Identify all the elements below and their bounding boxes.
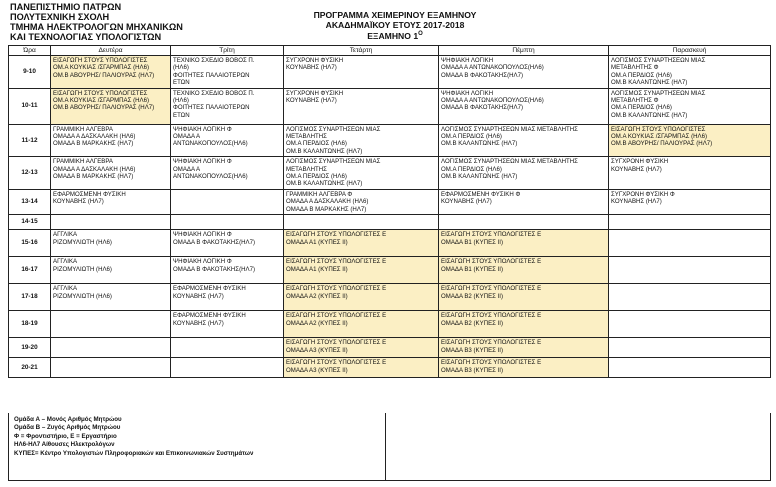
schedule-cell-thursday <box>439 56 609 89</box>
course-line: ΛΟΓΙΣΜΟΣ ΣΥΝΑΡΤΗΣΕΩΝ ΜΙΑΣ <box>611 57 706 64</box>
schedule-cell-friday <box>609 311 771 338</box>
schedule-cell-wednesday <box>284 230 439 257</box>
course-line: ΚΟΥΝΑΒΗΣ (ΗΛ7) <box>611 198 662 206</box>
table-row <box>9 284 771 311</box>
time-slot: 17-18 <box>9 284 51 311</box>
course-line: ΟΜΑΔΑ Β1 (ΚΥΠΕΣ ΙΙ) <box>441 238 504 246</box>
course-line: ΕΙΣΑΓΩΓΗ ΣΤΟΥΣ ΥΠΟΛΟΓΙΣΤΕΣ Ε <box>441 285 542 293</box>
schedule-cell-friday <box>609 56 771 89</box>
header-line: ΠΑΝΕΠΙΣΤΗΜΙΟ ΠΑΤΡΩΝ <box>10 2 122 12</box>
course-line: ΤΕΧΝΙΚΟ ΣΧΕΔΙΟ ΒΟΒΟΣ Π. <box>173 89 255 97</box>
table-row <box>9 189 771 214</box>
course-line: ΓΡΑΜΜΙΚΗ ΑΛΓΕΒΡΑ Φ <box>286 190 353 198</box>
schedule-cell-thursday <box>439 257 609 284</box>
course-line: ΦΟΙΤΗΤΕΣ ΠΑΛΑΙΟΤΕΡΩΝ <box>173 71 250 79</box>
course-line: ΟΜΑΔΑ Α2 (ΚΥΠΕΣ ΙΙ) <box>286 292 348 300</box>
schedule-cell-wednesday <box>284 311 439 338</box>
schedule-cell-wednesday <box>284 189 439 214</box>
schedule-title <box>270 11 520 41</box>
course-line: ΡΙΖΟΜΥΛΙΩΤΗ (ΗΛ6) <box>53 292 112 300</box>
course-line: ΟΜΑΔΑ Α ΔΑΣΚΑΛΑΚΗ (ΗΛ6) <box>286 198 369 206</box>
course-line: ΟΜ.Α ΠΕΡΔΙΟΣ (ΗΛ6) <box>611 71 672 79</box>
schedule-cell-thursday <box>439 358 609 378</box>
schedule-cell-tuesday <box>171 338 284 358</box>
course-line: ΚΟΥΝΑΒΗΣ (ΗΛ7) <box>173 319 224 327</box>
schedule-cell-monday <box>51 257 171 284</box>
course-line: ΟΜΑΔΑ Α3 (ΚΥΠΕΣ ΙΙ) <box>286 346 348 354</box>
course-line: ΨΗΦΙΑΚΗ ΛΟΓΙΚΗ Φ <box>173 258 232 266</box>
course-line: ΕΙΣΑΓΩΓΗ ΣΤΟΥΣ ΥΠΟΛΟΓΙΣΤΕΣ Ε <box>286 285 387 293</box>
table-row <box>9 338 771 358</box>
schedule-cell-monday <box>51 56 171 89</box>
table-row <box>9 230 771 257</box>
course-line: ΕΦΑΡΜΟΣΜΕΝΗ ΦΥΣΙΚΗ Φ <box>441 190 521 198</box>
schedule-cell-wednesday <box>284 284 439 311</box>
time-slot: 19-20 <box>9 338 51 358</box>
schedule-cell-thursday <box>439 189 609 214</box>
course-line: ΟΜΑΔΑ Β2 (ΚΥΠΕΣ ΙΙ) <box>441 292 504 300</box>
course-line: ΤΕΧΝΙΚΟ ΣΧΕΔΙΟ ΒΟΒΟΣ Π. <box>173 57 255 64</box>
course-line: ΟΜ.Β ΚΑΛΑΝΤΩΝΗΣ (ΗΛ7) <box>611 111 688 119</box>
course-line: ΚΟΥΝΑΒΗΣ (ΗΛ7) <box>441 198 492 206</box>
course-line: (ΗΛ6) <box>173 64 189 72</box>
course-line: ΟΜΑΔΑ Β ΦΑΚΟΤΑΚΗΣ(ΗΛ7) <box>173 265 255 273</box>
course-line: ΟΜΑΔΑ Β ΦΑΚΟΤΑΚΗΣ(ΗΛ7) <box>441 104 523 112</box>
course-line: ΕΙΣΑΓΩΓΗ ΣΤΟΥΣ ΥΠΟΛΟΓΙΣΤΕΣ Ε <box>441 312 542 320</box>
schedule-cell-tuesday <box>171 257 284 284</box>
schedule-cell-friday <box>609 215 771 230</box>
course-line: ΕΙΣΑΓΩΓΗ ΣΤΟΥΣ ΥΠΟΛΟΓΙΣΤΕΣ <box>53 57 148 64</box>
course-line: ΕΙΣΑΓΩΓΗ ΣΤΟΥΣ ΥΠΟΛΟΓΙΣΤΕΣ Ε <box>286 312 387 320</box>
course-line: ΕΙΣΑΓΩΓΗ ΣΤΟΥΣ ΥΠΟΛΟΓΙΣΤΕΣ Ε <box>441 231 542 239</box>
schedule-cell-wednesday <box>284 215 439 230</box>
schedule-cell-tuesday <box>171 56 284 89</box>
header-line: ΚΑΙ ΤΕΧΝΟΛΟΓΙΑΣ ΥΠΟΛΟΓΙΣΤΩΝ <box>10 32 162 42</box>
course-line: ΟΜΑΔΑ Β3 (ΚΥΠΕΣ ΙΙ) <box>441 346 504 354</box>
course-line: ΟΜΑΔΑ Β1 (ΚΥΠΕΣ ΙΙ) <box>441 265 504 273</box>
schedule-cell-friday <box>609 157 771 190</box>
header-line: ΠΟΛΥΤΕΧΝΙΚΗ ΣΧΟΛΗ <box>10 12 110 22</box>
course-line: ΟΜΑΔΑ Α2 (ΚΥΠΕΣ ΙΙ) <box>286 319 348 327</box>
schedule-cell-tuesday <box>171 189 284 214</box>
course-line: ΟΜΑΔΑ Α ΑΝΤΩΝΑΚΟΠΟΥΛΟΣ(ΗΛ6) <box>441 97 544 105</box>
course-line: ΚΟΥΝΑΒΗΣ (ΗΛ7) <box>286 97 337 105</box>
course-line: ΑΓΓΛΙΚΑ <box>53 258 78 266</box>
schedule-cell-tuesday <box>171 157 284 190</box>
schedule-cell-friday <box>609 88 771 124</box>
course-line: ΑΓΓΛΙΚΑ <box>53 285 78 293</box>
course-line: ΟΜΑΔΑ Α ΔΑΣΚΑΛΑΚΗ (ΗΛ6) <box>53 133 136 141</box>
legend-item: ΚΥΠΕΣ= Κέντρο Υπολογιστών Πληροφοριακών και Επικοινωνιακών Συστημάτων <box>14 449 254 457</box>
timetable-header-row <box>9 46 771 56</box>
legend-item: Ομάδα Β – Ζυγός Αριθμός Μητρώου <box>14 424 121 432</box>
course-line: ΕΙΣΑΓΩΓΗ ΣΤΟΥΣ ΥΠΟΛΟΓΙΣΤΕΣ Ε <box>441 339 542 347</box>
course-line: ΚΟΥΝΑΒΗΣ (ΗΛ7) <box>173 292 224 300</box>
course-line: ΜΕΤΑΒΛΗΤΗΣ <box>286 165 327 173</box>
schedule-cell-monday <box>51 124 171 157</box>
course-line: ΕΙΣΑΓΩΓΗ ΣΤΟΥΣ ΥΠΟΛΟΓΙΣΤΕΣ Ε <box>441 359 542 367</box>
course-line: ΨΗΦΙΑΚΗ ΛΟΓΙΚΗ <box>441 89 494 97</box>
title-line: ΑΚΑΔΗΜΑΪΚΟΥ ΕΤΟΥΣ 2017-2018 <box>325 19 465 30</box>
course-line: ΟΜΑΔΑ Β ΦΑΚΟΤΑΚΗΣ(ΗΛ7) <box>173 238 255 246</box>
time-slot: 20-21 <box>9 358 51 378</box>
time-slot: 9-10 <box>9 56 51 89</box>
schedule-cell-wednesday <box>284 257 439 284</box>
schedule-cell-friday <box>609 230 771 257</box>
schedule-cell-wednesday <box>284 124 439 157</box>
course-line: ΟΜΑΔΑ Α1 (ΚΥΠΕΣ ΙΙ) <box>286 265 348 273</box>
schedule-cell-monday <box>51 189 171 214</box>
course-line: ΟΜ.Β ΚΑΛΑΝΤΩΝΗΣ (ΗΛ7) <box>441 140 518 148</box>
semester-superscript: Ο <box>418 31 423 37</box>
schedule-cell-thursday <box>439 124 609 157</box>
time-slot: 14-15 <box>9 215 51 230</box>
schedule-cell-tuesday <box>171 230 284 257</box>
course-line: ΟΜ.Β ΑΒΟΥΡΗΣ/ ΠΑΛΙΟΥΡΑΣ (ΗΛ7) <box>53 104 155 112</box>
course-line: ΟΜΑΔΑ Α1 (ΚΥΠΕΣ ΙΙ) <box>286 238 348 246</box>
course-line: ΕΦΑΡΜΟΣΜΕΝΗ ΦΥΣΙΚΗ <box>53 190 126 198</box>
table-row <box>9 88 771 124</box>
course-line: ΦΟΙΤΗΤΕΣ ΠΑΛΑΙΟΤΕΡΩΝ <box>173 104 250 112</box>
course-line: ΚΟΥΝΑΒΗΣ (ΗΛ7) <box>611 165 662 173</box>
schedule-cell-wednesday <box>284 358 439 378</box>
course-line: ΟΜ.Α ΠΕΡΔΙΟΣ (ΗΛ6) <box>441 165 502 173</box>
schedule-cell-thursday <box>439 215 609 230</box>
schedule-cell-tuesday <box>171 358 284 378</box>
course-line: ΟΜΑΔΑ Α <box>173 133 201 141</box>
schedule-cell-monday <box>51 284 171 311</box>
course-line: ΟΜ.Α ΠΕΡΔΙΟΣ (ΗΛ6) <box>441 133 502 141</box>
course-line: ΕΤΩΝ <box>173 111 190 119</box>
table-row <box>9 157 771 190</box>
course-line: ΟΜ.Β ΑΒΟΥΡΗΣ/ ΠΑΛΙΟΥΡΑΣ (ΗΛ7) <box>611 140 713 148</box>
table-row <box>9 215 771 230</box>
course-line: ΟΜΑΔΑ Α ΔΑΣΚΑΛΑΚΗ (ΗΛ6) <box>53 165 136 173</box>
schedule-cell-monday <box>51 230 171 257</box>
schedule-cell-friday <box>609 284 771 311</box>
schedule-cell-thursday <box>439 88 609 124</box>
course-line: ΟΜΑΔΑ Α <box>173 165 201 173</box>
course-line: ΕΙΣΑΓΩΓΗ ΣΤΟΥΣ ΥΠΟΛΟΓΙΣΤΕΣ Ε <box>441 258 542 266</box>
schedule-cell-wednesday <box>284 88 439 124</box>
course-line: ΕΤΩΝ <box>173 79 190 87</box>
time-slot: 15-16 <box>9 230 51 257</box>
schedule-cell-friday <box>609 358 771 378</box>
course-line: ΟΜ.Β ΚΑΛΑΝΤΩΝΗΣ (ΗΛ7) <box>286 180 363 188</box>
schedule-cell-friday <box>609 257 771 284</box>
legend-frame-right <box>384 413 771 481</box>
table-row <box>9 124 771 157</box>
course-line: ΜΕΤΑΒΛΗΤΗΣ <box>286 133 327 141</box>
course-line: ΓΡΑΜΜΙΚΗ ΑΛΓΕΒΡΑ <box>53 125 113 133</box>
course-line: ΑΝΤΩΝΑΚΟΠΟΥΛΟΣ(ΗΛ6) <box>173 140 248 148</box>
timetable <box>8 45 771 378</box>
time-slot: 12-13 <box>9 157 51 190</box>
course-line: ΛΟΓΙΣΜΟΣ ΣΥΝΑΡΤΗΣΕΩΝ ΜΙΑΣ ΜΕΤΑΒΛΗΤΗΣ <box>441 158 578 166</box>
schedule-cell-thursday <box>439 338 609 358</box>
course-line: ΟΜ.Α ΚΟΥΚΙΑΣ /ΣΓΑΡΜΠΑΣ (ΗΛ6) <box>53 64 150 72</box>
course-line: ΕΙΣΑΓΩΓΗ ΣΤΟΥΣ ΥΠΟΛΟΓΙΣΤΕΣ <box>611 125 706 133</box>
legend-item: ΗΛ6-ΗΛ7 Αίθουσες Ηλεκτρολόγων <box>14 441 115 449</box>
timetable-body <box>9 56 771 378</box>
course-line: ΨΗΦΙΑΚΗ ΛΟΓΙΚΗ Φ <box>173 158 232 166</box>
course-line: ΣΥΓΧΡΟΝΗ ΦΥΣΙΚΗ <box>611 158 669 166</box>
course-line: ΛΟΓΙΣΜΟΣ ΣΥΝΑΡΤΗΣΕΩΝ ΜΙΑΣ <box>286 158 381 166</box>
schedule-cell-wednesday <box>284 56 439 89</box>
course-line: ΕΦΑΡΜΟΣΜΕΝΗ ΦΥΣΙΚΗ <box>173 312 246 320</box>
schedule-cell-monday <box>51 88 171 124</box>
course-line: ΟΜ.Β ΚΑΛΑΝΤΩΝΗΣ (ΗΛ7) <box>286 147 363 155</box>
course-line: ΟΜΑΔΑ Α3 (ΚΥΠΕΣ ΙΙ) <box>286 366 348 374</box>
schedule-cell-friday <box>609 124 771 157</box>
course-line: ΕΙΣΑΓΩΓΗ ΣΤΟΥΣ ΥΠΟΛΟΓΙΣΤΕΣ Ε <box>286 231 387 239</box>
column-header-tuesday: Τρίτη <box>171 46 284 56</box>
course-line: ΛΟΓΙΣΜΟΣ ΣΥΝΑΡΤΗΣΕΩΝ ΜΙΑΣ <box>611 89 706 97</box>
column-header-monday: Δευτέρα <box>51 46 171 56</box>
course-line: ΟΜ.Α ΠΕΡΔΙΟΣ (ΗΛ6) <box>286 140 347 148</box>
table-row <box>9 311 771 338</box>
schedule-cell-monday <box>51 215 171 230</box>
course-line: ΛΟΓΙΣΜΟΣ ΣΥΝΑΡΤΗΣΕΩΝ ΜΙΑΣ ΜΕΤΑΒΛΗΤΗΣ <box>441 125 578 133</box>
course-line: ΑΝΤΩΝΑΚΟΠΟΥΛΟΣ(ΗΛ6) <box>173 173 248 181</box>
schedule-cell-tuesday <box>171 88 284 124</box>
course-line: ΟΜΑΔΑ Α ΑΝΤΩΝΑΚΟΠΟΥΛΟΣ(ΗΛ6) <box>441 64 544 72</box>
schedule-cell-monday <box>51 311 171 338</box>
course-line: ΡΙΖΟΜΥΛΙΩΤΗ (ΗΛ6) <box>53 238 112 246</box>
course-line: ΕΦΑΡΜΟΣΜΕΝΗ ΦΥΣΙΚΗ <box>173 285 246 293</box>
schedule-cell-monday <box>51 338 171 358</box>
course-line: ΕΙΣΑΓΩΓΗ ΣΤΟΥΣ ΥΠΟΛΟΓΙΣΤΕΣ Ε <box>286 339 387 347</box>
schedule-cell-thursday <box>439 311 609 338</box>
column-header-wednesday: Τετάρτη <box>284 46 439 56</box>
course-line: ΟΜ.Β ΑΒΟΥΡΗΣ/ ΠΑΛΙΟΥΡΑΣ (ΗΛ7) <box>53 71 155 79</box>
column-header-time: Ώρα <box>9 46 51 56</box>
course-line: ΚΟΥΝΑΒΗΣ (ΗΛ7) <box>53 198 104 206</box>
course-line: ΜΕΤΑΒΛΗΤΗΣ Φ <box>611 97 659 105</box>
course-line: ΕΙΣΑΓΩΓΗ ΣΤΟΥΣ ΥΠΟΛΟΓΙΣΤΕΣ <box>53 89 148 97</box>
time-slot: 10-11 <box>9 88 51 124</box>
course-line: ΨΗΦΙΑΚΗ ΛΟΓΙΚΗ Φ <box>173 125 232 133</box>
time-slot: 18-19 <box>9 311 51 338</box>
schedule-cell-wednesday <box>284 338 439 358</box>
course-line: ΑΓΓΛΙΚΑ <box>53 231 78 239</box>
course-line: ΨΗΦΙΑΚΗ ΛΟΓΙΚΗ Φ <box>173 231 232 239</box>
schedule-cell-tuesday <box>171 284 284 311</box>
course-line: ΕΙΣΑΓΩΓΗ ΣΤΟΥΣ ΥΠΟΛΟΓΙΣΤΕΣ Ε <box>286 359 387 367</box>
table-row <box>9 358 771 378</box>
course-line: ΟΜΑΔΑ Β3 (ΚΥΠΕΣ ΙΙ) <box>441 366 504 374</box>
time-slot: 16-17 <box>9 257 51 284</box>
course-line: ΟΜ.Α ΚΟΥΚΙΑΣ /ΣΓΑΡΜΠΑΣ (ΗΛ6) <box>53 97 150 105</box>
course-line: ΟΜ.Α ΚΟΥΚΙΑΣ /ΣΓΑΡΜΠΑΣ (ΗΛ6) <box>611 133 708 141</box>
course-line: ΓΡΑΜΜΙΚΗ ΑΛΓΕΒΡΑ <box>53 158 113 166</box>
schedule-cell-thursday <box>439 284 609 311</box>
course-line: ΣΥΓΧΡΟΝΗ ΦΥΣΙΚΗ Φ <box>611 190 675 198</box>
table-row <box>9 56 771 89</box>
legend <box>14 416 253 458</box>
schedule-cell-thursday <box>439 157 609 190</box>
course-line: (ΗΛ6) <box>173 97 189 105</box>
course-line: ΟΜΑΔΑ Β2 (ΚΥΠΕΣ ΙΙ) <box>441 319 504 327</box>
legend-item: Φ = Φροντιστήριο, Ε = Εργαστήριο <box>14 432 117 440</box>
header-line: ΤΜΗΜΑ ΗΛΕΚΤΡΟΛΟΓΩΝ ΜΗΧΑΝΙΚΩΝ <box>10 22 183 32</box>
column-header-friday: Παρασκευή <box>609 46 771 56</box>
course-line: ΚΟΥΝΑΒΗΣ (ΗΛ7) <box>286 64 337 72</box>
course-line: ΜΕΤΑΒΛΗΤΗΣ Φ <box>611 64 659 72</box>
course-line: ΕΙΣΑΓΩΓΗ ΣΤΟΥΣ ΥΠΟΛΟΓΙΣΤΕΣ Ε <box>286 258 387 266</box>
course-line: ΟΜΑΔΑ Β ΜΑΡΚΑΚΗΣ (ΗΛ7) <box>53 140 134 148</box>
course-line: ΟΜ.Β ΚΑΛΑΝΤΩΝΗΣ (ΗΛ7) <box>441 173 518 181</box>
schedule-cell-tuesday <box>171 311 284 338</box>
semester-line <box>270 30 520 41</box>
table-row <box>9 257 771 284</box>
schedule-cell-monday <box>51 157 171 190</box>
course-line: ΟΜΑΔΑ Β ΜΑΡΚΑΚΗΣ (ΗΛ7) <box>53 173 134 181</box>
schedule-cell-monday <box>51 358 171 378</box>
course-line: ΣΥΓΧΡΟΝΗ ΦΥΣΙΚΗ <box>286 89 344 97</box>
course-line: ΟΜ.Α ΠΕΡΔΙΟΣ (ΗΛ6) <box>611 104 672 112</box>
legend-item: Ομάδα Α – Μονός Αριθμός Μητρώου <box>14 416 122 423</box>
schedule-cell-tuesday <box>171 215 284 230</box>
course-line: ΨΗΦΙΑΚΗ ΛΟΓΙΚΗ <box>441 57 494 64</box>
time-slot: 11-12 <box>9 124 51 157</box>
schedule-cell-wednesday <box>284 157 439 190</box>
course-line: ΟΜ.Β ΚΑΛΑΝΤΩΝΗΣ (ΗΛ7) <box>611 79 688 87</box>
schedule-cell-friday <box>609 338 771 358</box>
course-line: ΣΥΓΧΡΟΝΗ ΦΥΣΙΚΗ <box>286 57 344 64</box>
time-slot: 13-14 <box>9 189 51 214</box>
course-line: ΡΙΖΟΜΥΛΙΩΤΗ (ΗΛ6) <box>53 265 112 273</box>
university-header <box>10 2 183 42</box>
schedule-cell-thursday <box>439 230 609 257</box>
schedule-cell-tuesday <box>171 124 284 157</box>
title-line: ΠΡΟΓΡΑΜΜΑ ΧΕΙΜΕΡΙΝΟΥ ΕΞΑΜΗΝΟΥ <box>313 10 477 20</box>
course-line: ΟΜΑΔΑ Β ΦΑΚΟΤΑΚΗΣ(ΗΛ7) <box>441 71 523 79</box>
course-line: ΛΟΓΙΣΜΟΣ ΣΥΝΑΡΤΗΣΕΩΝ ΜΙΑΣ <box>286 125 381 133</box>
course-line: ΟΜΑΔΑ Β ΜΑΡΚΑΚΗΣ (ΗΛ7) <box>286 205 367 213</box>
semester-text: ΕΞΑΜΗΝΟ 1 <box>367 30 419 41</box>
column-header-thursday: Πέμπτη <box>439 46 609 56</box>
schedule-cell-friday <box>609 189 771 214</box>
course-line: ΟΜ.Α ΠΕΡΔΙΟΣ (ΗΛ6) <box>286 173 347 181</box>
